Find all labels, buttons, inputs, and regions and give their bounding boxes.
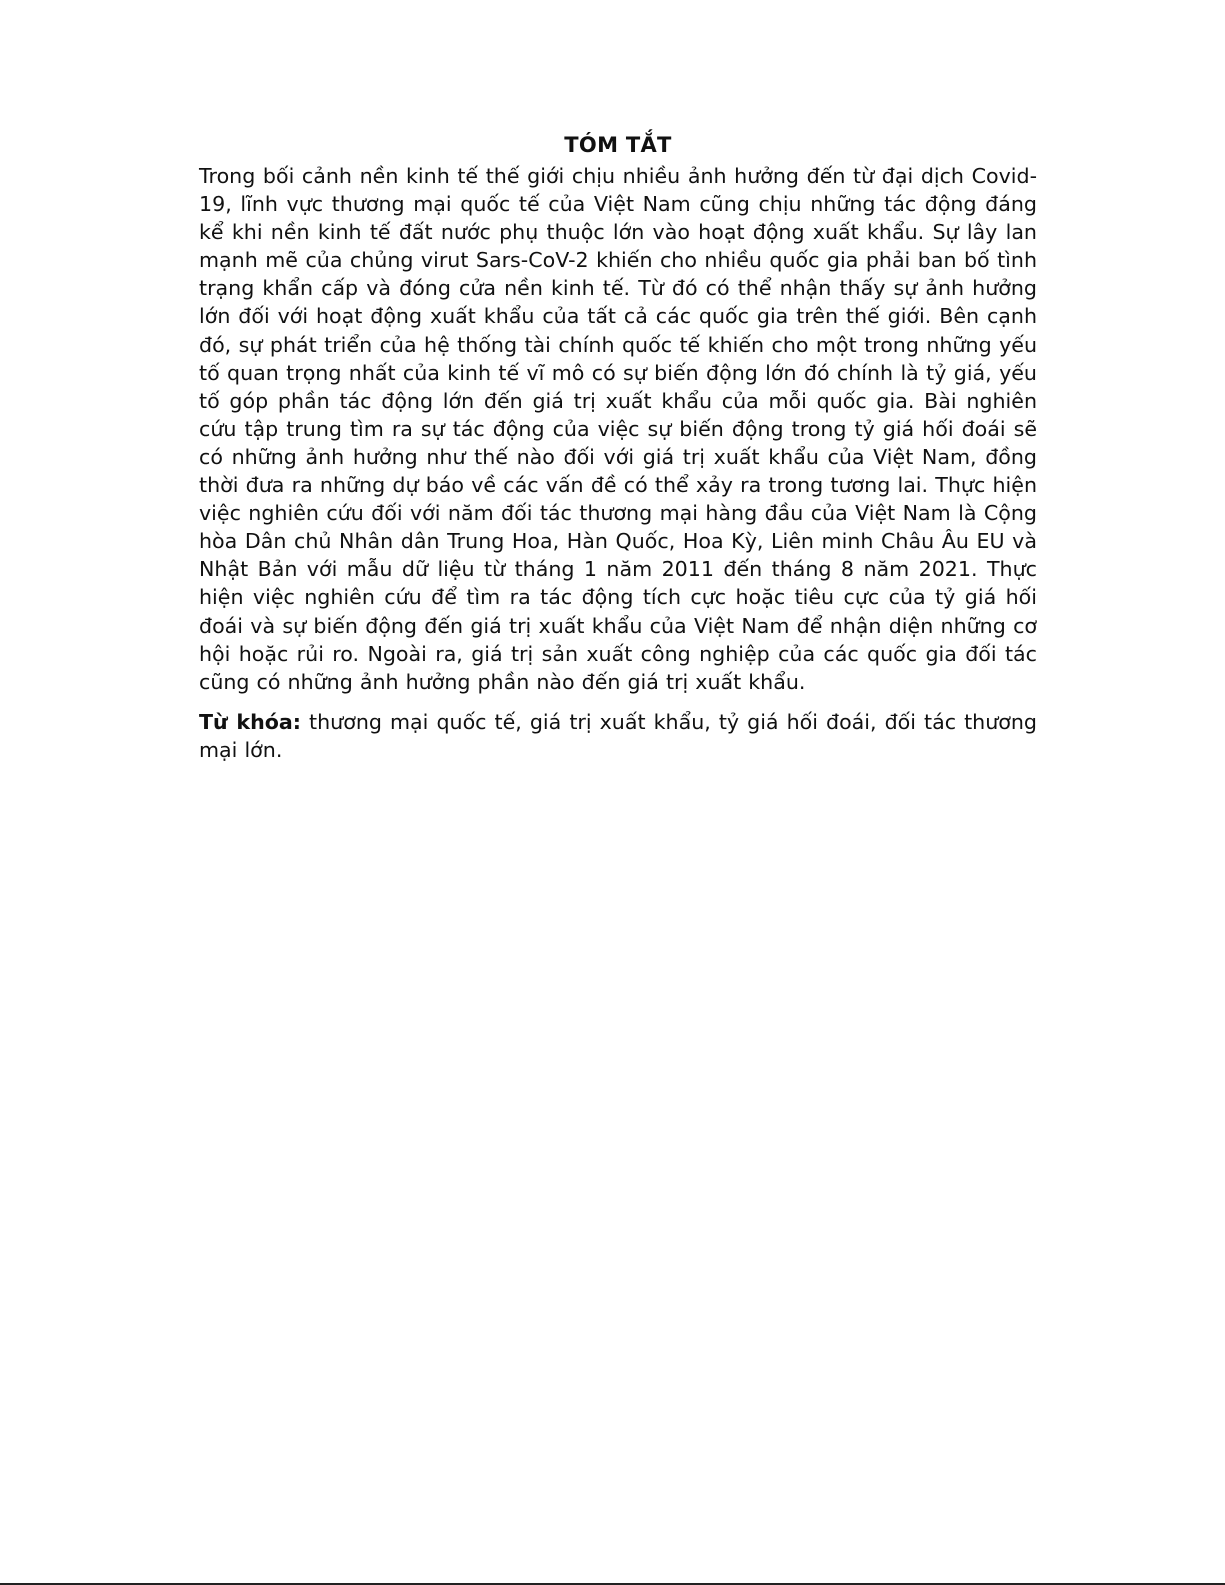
- abstract-title: TÓM TẮT: [564, 133, 672, 157]
- keywords-label: Từ khóa:: [199, 709, 302, 734]
- abstract-section: [199, 130, 1037, 764]
- keywords-paragraph: [199, 708, 1037, 764]
- abstract-body: Trong bối cảnh nền kinh tế thế giới chịu nhiều ảnh hưởng đến từ đại dịch Covid-19, lĩnh vực thương mại quốc tế của Việt Nam cũng chịu những tác động đáng kể khi nền kinh tế đất nước phụ thuộc lớn vào hoạt động xuất khẩu. Sự lây lan mạnh mẽ của chủng virut Sars-CoV-2 khiến cho nhiều quốc gia phải ban bố tình trạng khẩn cấp và đóng cửa nền kinh tế. Từ đó có thể nhận thấy sự ảnh hưởng lớn đối với hoạt động xuất khẩu của tất cả các quốc gia trên thế giới. Bên cạnh đó, sự phát triển của hệ thống tài chính quốc tế khiến cho một trong những yếu tố quan trọng nhất của kinh tế vĩ mô có sự biến động lớn đó chính là tỷ giá, yếu tố góp phần tác động lớn đến giá trị xuất khẩu của mỗi quốc gia. Bài nghiên cứu tập trung tìm ra sự tác động của việc sự biến động trong tỷ giá hối đoái sẽ có những ảnh hưởng như thế nào đối với giá trị xuất khẩu của Việt Nam, đồng thời đưa ra những dự báo về các vấn đề có thể xảy ra trong tương lai. Thực hiện việc nghiên cứu đối với năm đối tác thương mại hàng đầu của Việt Nam là Cộng hòa Dân chủ Nhân dân Trung Hoa, Hàn Quốc, Hoa Kỳ, Liên minh Châu Âu EU và Nhật Bản với mẫu dữ liệu từ tháng 1 năm 2011 đến tháng 8 năm 2021. Thực hiện việc nghiên cứu để tìm ra tác động tích cực hoặc tiêu cực của tỷ giá hối đoái và sự biến động đến giá trị xuất khẩu của Việt Nam để nhận diện những cơ hội hoặc rủi ro. Ngoài ra, giá trị sản xuất công nghiệp của các quốc gia đối tác cũng có những ảnh hưởng phần nào đến giá trị xuất khẩu.: [199, 164, 1037, 694]
- keywords-text: thương mại quốc tế, giá trị xuất khẩu, tỷ giá hối đoái, đối tác thương mại lớn.: [199, 709, 1038, 762]
